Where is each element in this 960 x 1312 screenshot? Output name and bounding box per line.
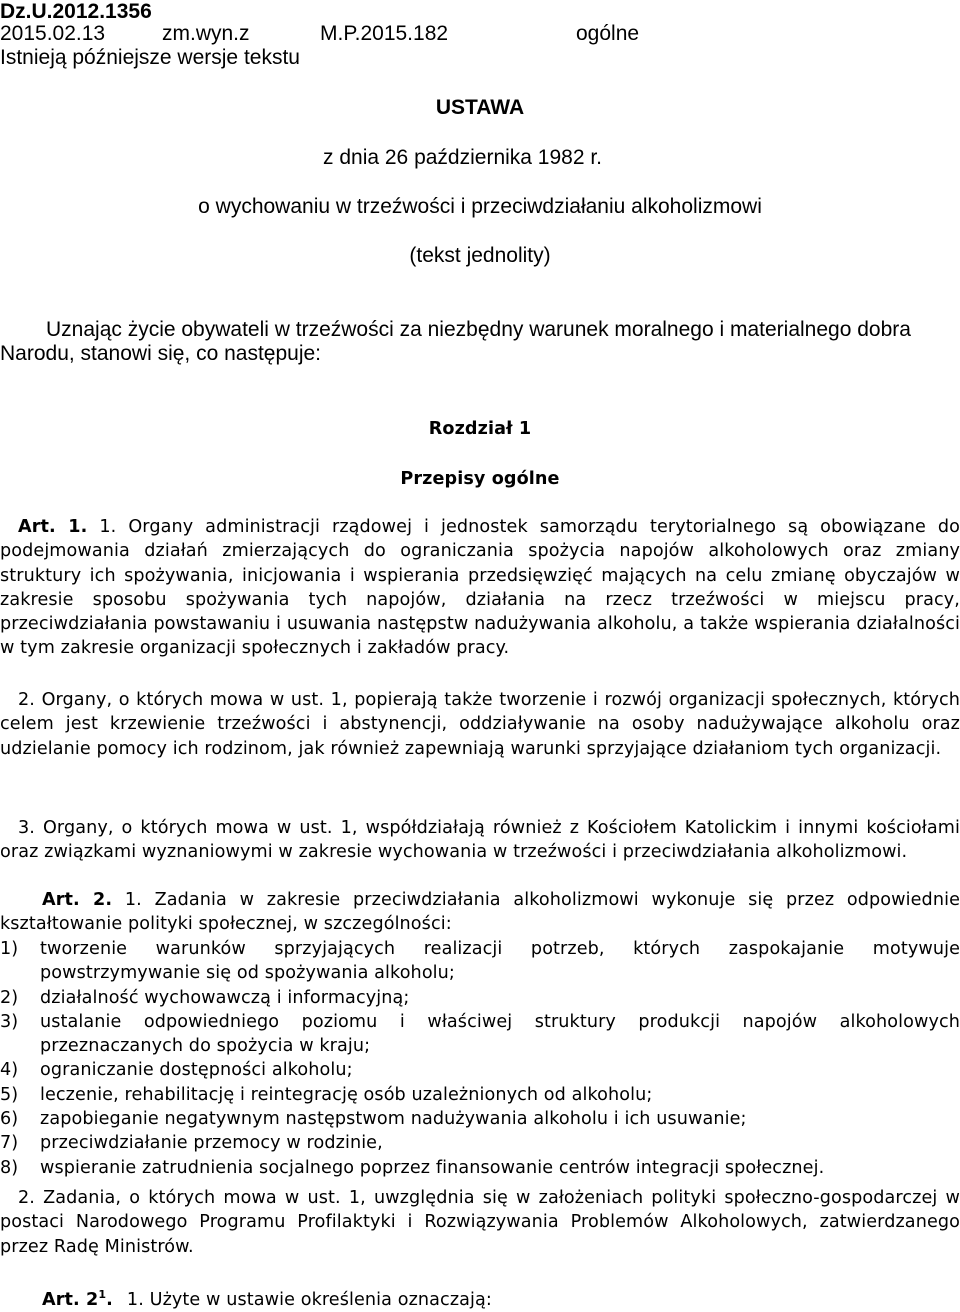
act-subject: o wychowaniu w trzeźwości i przeciwdziałaniu alkoholizmowi: [198, 195, 762, 218]
art2-1-par1: [0, 1283, 960, 1312]
art2-par1-num: 1.: [124, 890, 142, 910]
art1-par2: 2. Organy, o których mowa w ust. 1, popierają także tworzenie i rozwój organizacji społecznych, których celem jest krzewienie trzeźwości i abstynencji, oddziaływanie na osoby nadużywające alkoholu oraz udzielanie pomocy ich rodzinom, jak również zapewniają warunki sprzyjające działaniom tych organizacji.: [0, 690, 960, 759]
doc-date: 2015.02.13: [0, 22, 106, 45]
list-item: [0, 1058, 960, 1082]
list-item: [0, 986, 960, 1010]
list-item-num: 2): [0, 987, 19, 1008]
list-item-num: 1): [0, 939, 19, 959]
art2-1-par1-text: 1. Użyte w ustawie określenia oznaczają:: [126, 1289, 492, 1310]
list-item: [0, 1010, 960, 1059]
list-item-text: ustalanie odpowiedniego poziomu i właściwej struktury produkcji napojów alkoholowych przeznaczanych do spożycia w kraju;: [40, 1011, 960, 1057]
list-item-num: 7): [0, 1133, 19, 1154]
art1-par1-num: 1.: [99, 517, 117, 537]
chapter-name: Przepisy ogólne: [400, 469, 560, 489]
list-item-num: 6): [0, 1109, 19, 1130]
act-date: z dnia 26 października 1982 r.: [323, 146, 603, 169]
list-item: [0, 937, 960, 986]
art2-label: Art. 2.: [42, 890, 113, 910]
list-item: [0, 1156, 960, 1180]
art2-1-sup: 1: [98, 1288, 107, 1301]
art1-label: Art. 1.: [18, 517, 88, 537]
art2-1-label: Art. $2^1$.: [42, 1288, 113, 1310]
art1-par1: [0, 515, 960, 661]
art2-list: [0, 937, 960, 1180]
list-item-text: zapobieganie negatywnym następstwom nadużywania alkoholu i ich usuwanie;: [40, 1109, 747, 1130]
list-item: [0, 1083, 960, 1107]
list-item: [0, 1131, 960, 1155]
list-item-num: 5): [0, 1084, 19, 1105]
preamble: Uznając życie obywateli w trzeźwości za niezbędny warunek moralnego i materialnego dobra Narodu, stanowi się, co następuje:: [0, 318, 911, 365]
list-item-text: wspieranie zatrudnienia socjalnego poprzez finansowanie centrów integracji społecznej.: [40, 1157, 825, 1178]
doc-id: Dz.U.2012.1356: [0, 0, 152, 23]
list-item-text: tworzenie warunków sprzyjających realizacji potrzeb, których zaspokajanie motywuje powstrzymywanie się od spożywania alkoholu;: [40, 939, 960, 984]
act-variant: (tekst jednolity): [409, 244, 551, 267]
list-item: [0, 1107, 960, 1131]
act-type: USTAWA: [435, 96, 525, 119]
list-item-num: 3): [0, 1011, 19, 1032]
list-item-text: leczenie, rehabilitację i reintegrację osób uzależnionych od alkoholu;: [40, 1084, 653, 1105]
amend-ref: M.P.2015.182: [320, 22, 449, 45]
art1-par1-text: Organy administracji rządowej i jednostek samorządu terytorialnego są obowiązane do podejmowania działań zmierzających do ograniczania spożycia napojów alkoholowych oraz zmiany struktury ich spożywania, inicjowania i wspierania przedsięwzięć mających na celu zmianę obyczajów w zakresie sposobu spożywania tych napojów, działania na rzecz trzeźwości w miejscu pracy, przeciwdziałania powstawaniu i usuwania następstw nadużywania alkoholu, a także wspierania działalności w tym zakresie organizacji społecznych i zakładów pracy.: [0, 517, 960, 659]
art2-par1: [0, 888, 960, 937]
art2-par2: 2. Zadania, o których mowa w ust. 1, uwzględnia się w założeniach polityki społeczno-gospodarczej w postaci Narodowego Programu Profilaktyki i Rozwiązywania Problemów Alkoholowych, zatwierdzanego przez Radę Ministrów.: [0, 1188, 960, 1257]
doc-category: ogólne: [576, 22, 640, 45]
art2-par1-text: Zadania w zakresie przeciwdziałania alkoholizmowi wykonuje się przez odpowiednie kształtowanie polityki społecznej, w szczególności:: [0, 890, 960, 935]
amend-label: zm.wyn.z: [162, 22, 250, 45]
list-item-num: 4): [0, 1060, 19, 1081]
list-item-num: 8): [0, 1157, 19, 1178]
chapter-number: Rozdział 1: [428, 419, 532, 439]
art1-par3: 3. Organy, o których mowa w ust. 1, współdziałają również z Kościołem Katolickim i innymi kościołami oraz związkami wyznaniowymi w zakresie wychowania w trzeźwości i przeciwdziałania alkoholizmowi.: [0, 818, 960, 863]
list-item-text: ograniczanie dostępności alkoholu;: [40, 1060, 353, 1081]
later-versions-note: Istnieją późniejsze wersje tekstu: [0, 46, 300, 69]
list-item-text: działalność wychowawczą i informacyjną;: [40, 987, 410, 1008]
list-item-text: przeciwdziałanie przemocy w rodzinie,: [40, 1133, 383, 1154]
